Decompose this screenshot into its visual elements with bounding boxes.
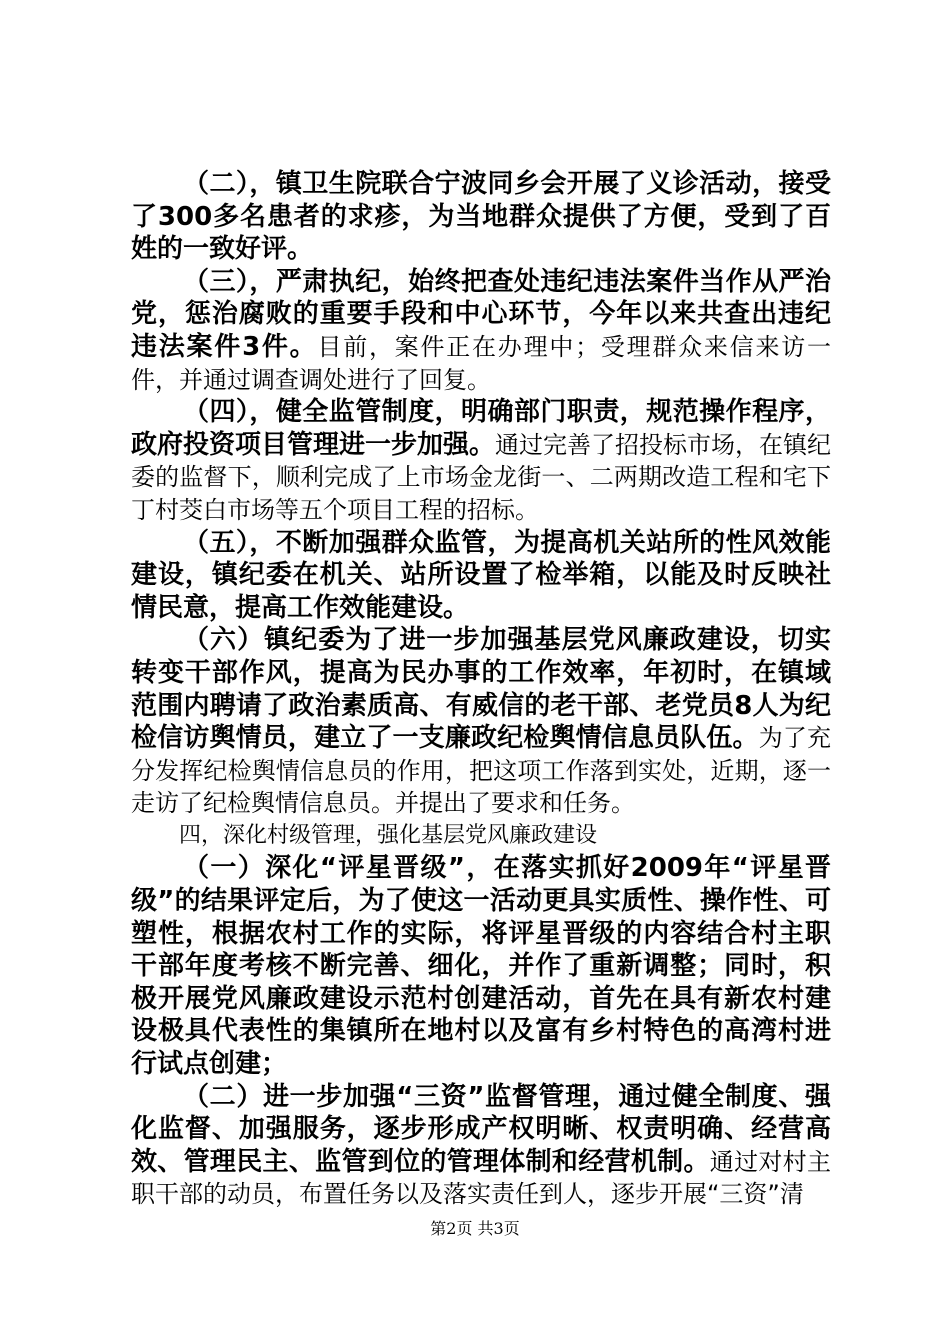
paragraph-section4-2 [131, 1081, 831, 1211]
paragraph-section4-1-bold-text: （一）深化“评星晋级”，在落实抓好2009年“评星晋级”的结果评定后，为了使这一活动更具实质性、操作性、可塑性，根据农村工作的实际，将评星晋级的内容结合村主职干部年度考核不断完善、细化，并作了重新调整；同时，积极开展党风廉政建设示范村创建活动，首先在具有新农村建设极具代表性的集镇所在地村以及富有乡村特色的高湾村进行试点创建； [131, 853, 831, 1080]
paragraph-5-bold-text: （五），不断加强群众监管，为提高机关站所的性风效能建设，镇纪委在机关、站所设置了检举箱，以能及时反映社情民意，提高工作效能建设。 [131, 527, 831, 623]
section-heading: 四，深化村级管理，强化基层党风廉政建设 [179, 822, 598, 848]
paragraph-3-bold-text: （三），严肃执纪，始终把查处违纪违法案件当作从严治党，惩治腐败的重要手段和中心环节，今年以来共查出违纪违法案件3件。 [131, 266, 831, 362]
page-footer: 第2页 共3页 [430, 1219, 520, 1238]
document-body [131, 168, 831, 1211]
paragraph-4 [131, 396, 831, 526]
paragraph-3 [131, 266, 831, 396]
paragraph-6-plain-text: 为了充分发挥纪检舆情信息员的作用，把这项工作落到实处，近期，逐一走访了纪检舆情信息员。并提出了要求和任务。 [131, 724, 831, 818]
paragraph-6-bold-text: （六）镇纪委为了进一步加强基层党风廉政建设，切实转变干部作风，提高为民办事的工作效率，年初时，在镇域范围内聘请了政治素质高、有威信的老干部、老党员8人为纪检信访舆情员，建立了一支廉政纪检舆情信息员队伍。 [131, 625, 831, 754]
paragraph-section4-1 [131, 852, 831, 1080]
paragraph-section4-2-bold-text: （二）进一步加强“三资”监督管理，通过健全制度、强化监督、加强服务，逐步形成产权明晰、权责明确、经营高效、管理民主、监管到位的管理体制和经营机制。 [131, 1081, 831, 1177]
paragraph-6 [131, 624, 831, 820]
paragraph-2 [131, 168, 831, 266]
paragraph-3-plain-text: 目前，案件正在办理中；受理群众来信来访一件，并通过调查调处进行了回复。 [131, 332, 831, 394]
paragraph-4-bold-text: （四），健全监管制度，明确部门职责，规范操作程序，政府投资项目管理进一步加强。 [131, 397, 831, 460]
paragraph-2-bold-text: （二），镇卫生院联合宁波同乡会开展了义诊活动，接受了300多名患者的求疹，为当地群众提供了方便，受到了百姓的一致好评。 [131, 169, 831, 265]
paragraph-section4-2-plain-text: 通过对村主职干部的动员，布置任务以及落实责任到人，逐步开展“三资”清 [131, 1147, 831, 1209]
paragraph-4-plain-text: 通过完善了招投标市场，在镇纪委的监督下，顺利完成了上市场金龙街一、二两期改造工程和宅下丁村茭白市场等五个项目工程的招标。 [131, 430, 832, 524]
paragraph-5 [131, 527, 831, 625]
